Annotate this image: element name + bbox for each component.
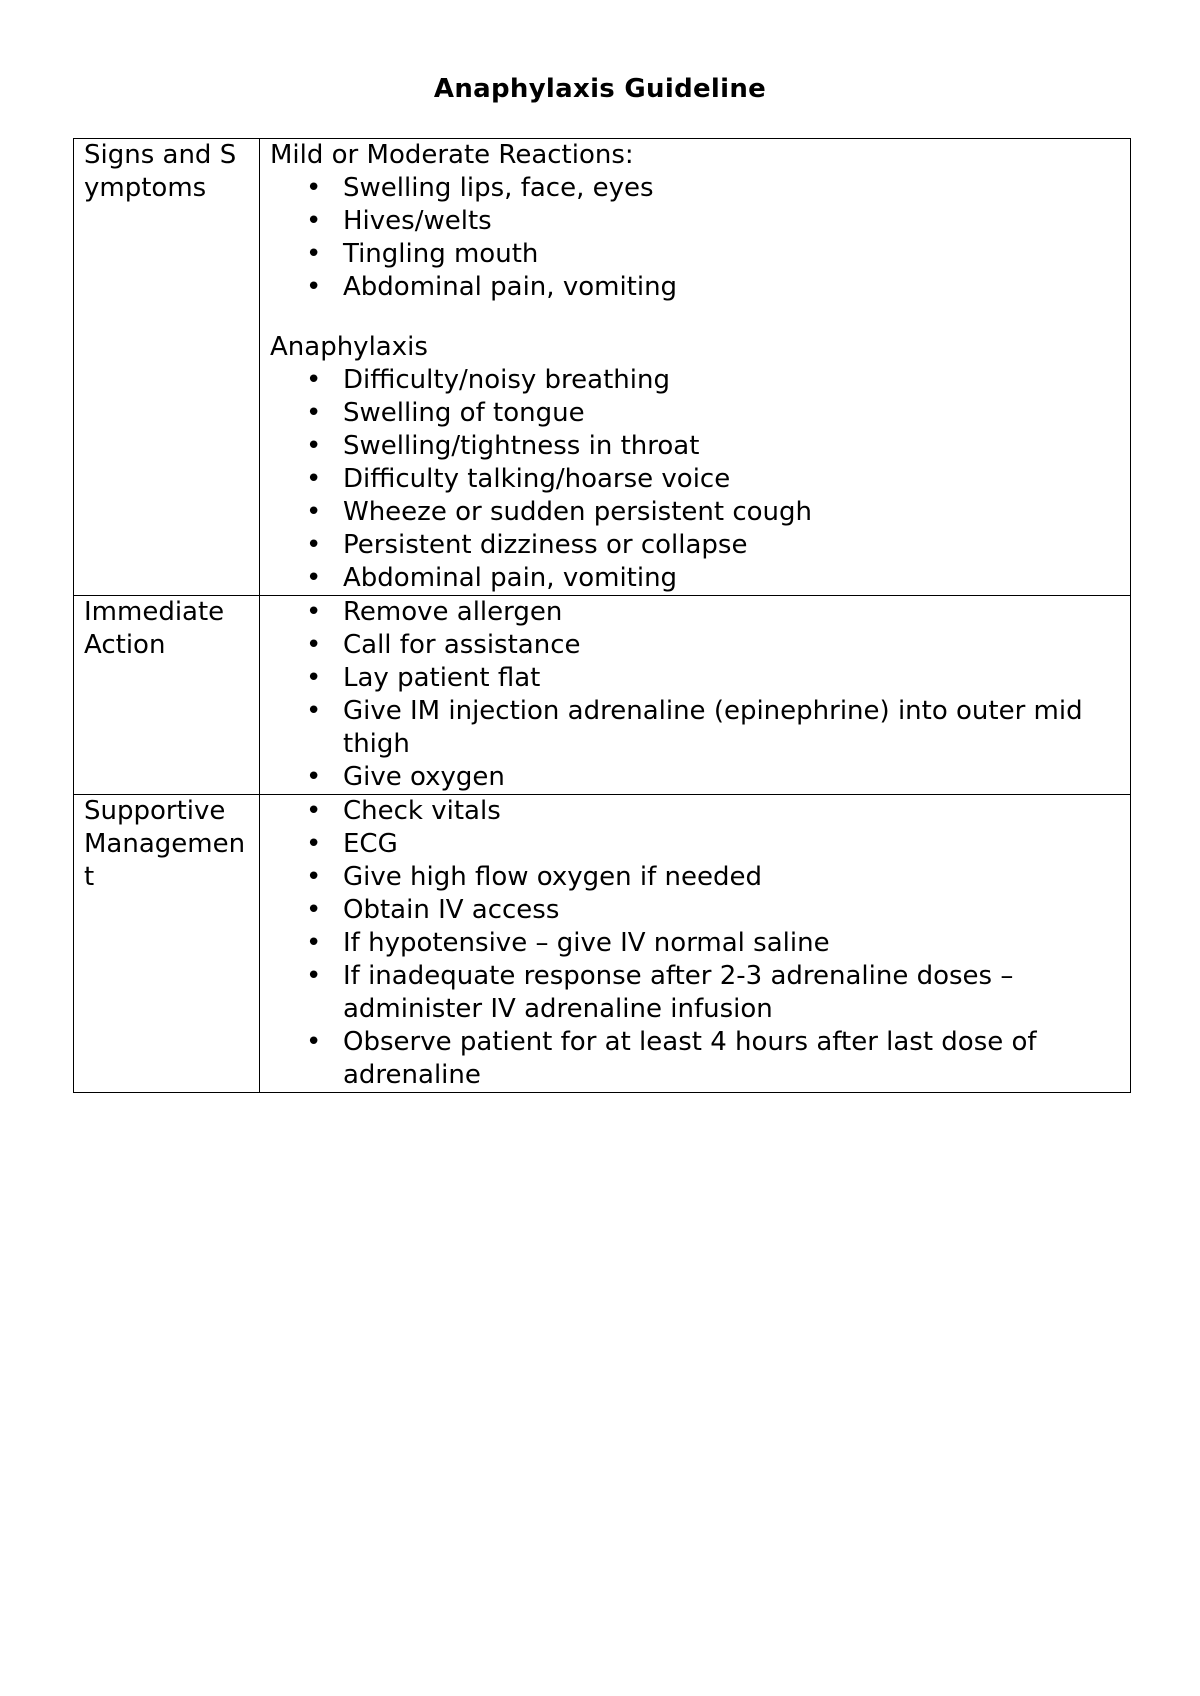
list-item-text: Abdominal pain, vomiting: [343, 563, 678, 593]
supportive-management-list: [270, 795, 1120, 1092]
bullet-icon: •: [306, 961, 322, 991]
supportive-management-content: [260, 795, 1131, 1093]
list-item: [270, 238, 1120, 271]
list-item-text: Give oxygen: [343, 762, 505, 792]
list-item: [270, 795, 1120, 828]
mild-reactions-list: [270, 172, 1120, 304]
list-item: [270, 662, 1120, 695]
bullet-icon: •: [306, 796, 322, 826]
spacer: [270, 304, 1120, 331]
list-item: [270, 596, 1120, 629]
list-item-text: Swelling lips, face, eyes: [343, 173, 654, 203]
list-item-text: If inadequate response after 2-3 adrenaline doses – administer IV adrenaline infusion: [343, 961, 1014, 1024]
row-label-signs-and-symptoms: Signs and Symptoms: [74, 139, 260, 596]
list-item: [270, 828, 1120, 861]
bullet-icon: •: [306, 630, 322, 660]
bullet-icon: •: [306, 1027, 322, 1057]
bullet-icon: •: [306, 696, 322, 726]
list-item-text: Observe patient for at least 4 hours after last dose of adrenaline: [343, 1027, 1037, 1090]
anaphylaxis-heading: Anaphylaxis: [270, 332, 428, 362]
bullet-icon: •: [306, 862, 322, 892]
list-item: [270, 529, 1120, 562]
list-item-text: Remove allergen: [343, 597, 563, 627]
list-item-text: Give high flow oxygen if needed: [343, 862, 763, 892]
list-item: [270, 562, 1120, 595]
list-item-text: ECG: [343, 829, 398, 859]
list-item-text: Swelling/tightness in throat: [343, 431, 700, 461]
list-item-text: Wheeze or sudden persistent cough: [343, 497, 813, 527]
bullet-icon: •: [306, 464, 322, 494]
list-item-text: Abdominal pain, vomiting: [343, 272, 678, 302]
list-item: [270, 894, 1120, 927]
list-item: [270, 430, 1120, 463]
guideline-table: [73, 138, 1131, 1093]
list-item: [270, 205, 1120, 238]
table-row-supportive-management: [74, 795, 1131, 1093]
immediate-action-content: [260, 596, 1131, 795]
list-item: [270, 172, 1120, 205]
bullet-icon: •: [306, 563, 322, 593]
list-item-text: Hives/welts: [343, 206, 492, 236]
row-label-supportive-management: Supportive Management: [74, 795, 260, 1093]
list-item-text: Give IM injection adrenaline (epinephrine) into outer mid thigh: [343, 696, 1083, 759]
list-item: [270, 927, 1120, 960]
table-row-immediate-action: [74, 596, 1131, 795]
list-item: [270, 463, 1120, 496]
bullet-icon: •: [306, 829, 322, 859]
list-item-text: If hypotensive – give IV normal saline: [343, 928, 830, 958]
anaphylaxis-list: [270, 364, 1120, 595]
list-item-text: Check vitals: [343, 796, 501, 826]
page-title: Anaphylaxis Guideline: [433, 74, 767, 104]
list-item-text: Swelling of tongue: [343, 398, 585, 428]
bullet-icon: •: [306, 497, 322, 527]
signs-and-symptoms-content: [260, 139, 1131, 596]
list-item: [270, 496, 1120, 529]
list-item-text: Persistent dizziness or collapse: [343, 530, 748, 560]
list-item: [270, 364, 1120, 397]
list-item: [270, 397, 1120, 430]
list-item-text: Obtain IV access: [343, 895, 560, 925]
bullet-icon: •: [306, 663, 322, 693]
bullet-icon: •: [306, 206, 322, 236]
list-item-text: Difficulty/noisy breathing: [343, 365, 670, 395]
list-item: [270, 1026, 1120, 1092]
bullet-icon: •: [306, 762, 322, 792]
bullet-icon: •: [306, 398, 322, 428]
list-item: [270, 761, 1120, 794]
bullet-icon: •: [306, 365, 322, 395]
bullet-icon: •: [306, 272, 322, 302]
list-item-text: Call for assistance: [343, 630, 581, 660]
list-item: [270, 695, 1120, 761]
list-item: [270, 960, 1120, 1026]
immediate-action-list: [270, 596, 1120, 794]
mild-reactions-heading: Mild or Moderate Reactions:: [270, 140, 634, 170]
table-row-signs-and-symptoms: [74, 139, 1131, 596]
bullet-icon: •: [306, 239, 322, 269]
bullet-icon: •: [306, 530, 322, 560]
row-label-immediate-action: Immediate Action: [74, 596, 260, 795]
list-item: [270, 271, 1120, 304]
list-item-text: Tingling mouth: [343, 239, 539, 269]
list-item: [270, 629, 1120, 662]
bullet-icon: •: [306, 173, 322, 203]
bullet-icon: •: [306, 895, 322, 925]
list-item-text: Lay patient flat: [343, 663, 541, 693]
bullet-icon: •: [306, 928, 322, 958]
bullet-icon: •: [306, 597, 322, 627]
list-item-text: Difficulty talking/hoarse voice: [343, 464, 731, 494]
bullet-icon: •: [306, 431, 322, 461]
list-item: [270, 861, 1120, 894]
